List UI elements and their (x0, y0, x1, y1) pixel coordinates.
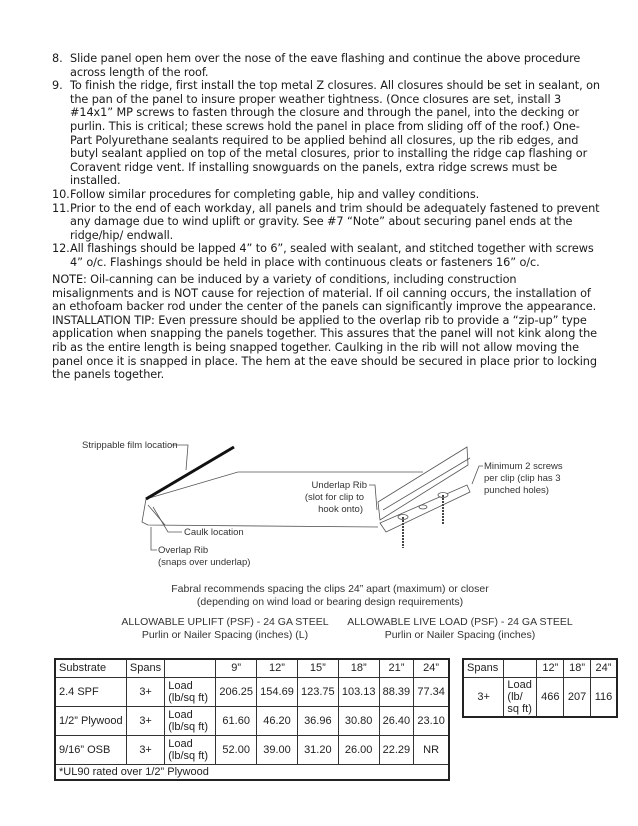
liveload-table (462, 658, 618, 718)
clip-spacing-caption: Fabral recommends spacing the clips 24” apart (maximum) or closer (depending on wind load or bearing design requirements) (171, 583, 489, 608)
svg-text:(slot for clip to: (slot for clip to (304, 492, 364, 503)
uplift-table (54, 658, 450, 781)
svg-text:Overlap Rib: Overlap Rib (158, 545, 209, 556)
svg-text:(snaps over underlap): (snaps over underlap) (158, 557, 251, 568)
svg-text:Minimum 2 screws: Minimum 2 screws (484, 461, 563, 472)
table-header-row: Spans 12” 18” 24” (463, 659, 617, 677)
table-header-row: Substrate Spans 9” 12” 15” 18” 21” 24” (55, 659, 449, 677)
svg-text:Underlap Rib: Underlap Rib (311, 480, 367, 491)
strippable-film-strip (146, 447, 234, 499)
step-10: 10. Follow similar procedures for completing gable, hip and valley conditions. (52, 187, 480, 201)
step-8: 8. Slide panel open hem over the nose of the eave flashing and continue the above procedure across length of the roof. (52, 52, 581, 79)
oil-canning-note: NOTE: Oil-canning can be induced by a variety of conditions, including construction misalignments and is NOT cause for rejection of material. If oil canning occurs, the installation of an ethofoam backer rod under the center of the panels can significantly improve the appearance. INSTALLATION TIP: Even pressure should be applied to the overlap rib to provide a “zip-up” type application when snapping the panels together. This assures that the panel will not kink along the rib as the entire length is being snapped together. Caulking in the rib will not allow moving the panel once it is snapped in place. The hem at the eave should be secured in place prior to locking the panels together. (52, 273, 598, 382)
svg-text:hook onto): hook onto) (318, 504, 363, 515)
svg-text:Caulk location: Caulk location (184, 527, 244, 538)
step-12: 12. All flashings should be lapped 4” to 6”, sealed with sealant, and stitched together with screws 4” o/c. Flashings should be held in place with continuous cleats or fasteners 16” o/c. (52, 242, 594, 269)
svg-text:punched holes): punched holes) (484, 485, 549, 496)
step-9: 9. To finish the ridge, first install the top metal Z closures. All closures should be set in sealant, on the pan of the panel to insure proper weather tightness. (Once closures are set, install 3 #14x1” MP screws to fasten through the closure and through the panel, into the decking or purlin. This is critical; these screws hold the panel in place from sliding off of the roof.) One-Part Polyurethane sealants required to be applied behind all closures, up the rib edges, and butyl sealant applied on top of the metal closures, prior to installing the ridge cap flashing or Coravent ridge vent. If installing snowguards on the panels, extra ridge screws must be installed. (52, 79, 600, 188)
table-row: 1/2” Plywood 3+ Load (lb/sq ft) 61.60 46.20 36.96 30.80 26.40 23.10 (55, 706, 449, 735)
table-row: 3+ Load (lb/ sq ft) 466 207 116 (463, 677, 617, 717)
svg-text:per clip (clip has 3: per clip (clip has 3 (484, 473, 561, 484)
step-11: 11. Prior to the end of each workday, all panels and trim should be adequately fastened to prevent any damage due to wind uplift or gravity. See #7 “Note” about securing panel ends at the ridge/hip/ endwall. (52, 201, 600, 242)
uplift-title: ALLOWABLE UPLIFT (PSF) - 24 GA STEEL Purlin or Nailer Spacing (inches) (L) (121, 616, 329, 641)
table-row: 2.4 SPF 3+ Load (lb/sq ft) 206.25 154.69 123.75 103.13 88.39 77.34 (55, 677, 449, 706)
table-footnote-row: *UL90 rated over 1/2” Plywood (55, 764, 449, 780)
svg-text:Strippable film location: Strippable film location (82, 440, 178, 451)
table-row: 9/16” OSB 3+ Load (lb/sq ft) 52.00 39.00 31.20 26.00 22.29 NR (55, 735, 449, 764)
liveload-title: ALLOWABLE LIVE LOAD (PSF) - 24 GA STEEL Purlin or Nailer Spacing (inches) (347, 616, 573, 641)
